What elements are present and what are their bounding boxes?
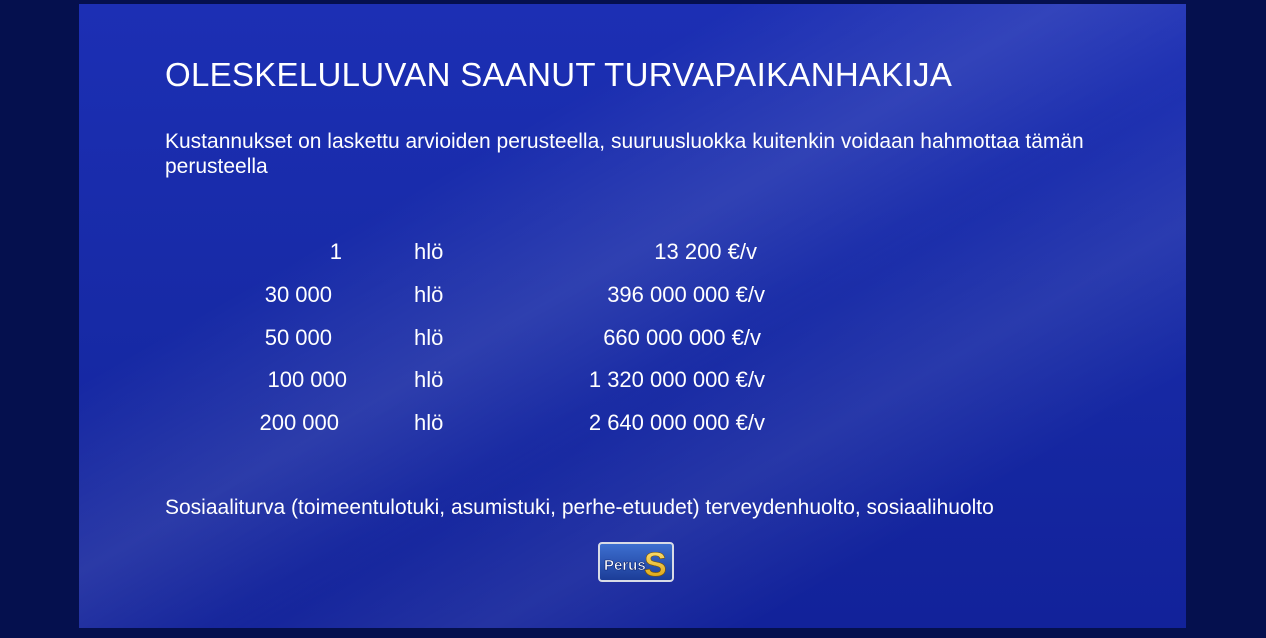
svg-text:Perus: Perus xyxy=(604,557,646,574)
cost-row xyxy=(79,282,879,312)
person-unit: hlö xyxy=(414,410,444,435)
person-count: 50 000 xyxy=(264,325,332,350)
cost-row xyxy=(79,239,879,269)
person-unit: hlö xyxy=(414,282,444,307)
slide-subtitle: Kustannukset on laskettu arvioiden perusteella, suuruusluokka kuitenkin voidaan hahmottaa tämän perusteella xyxy=(165,130,1084,178)
annual-cost: 2 640 000 000 €/v xyxy=(588,410,765,435)
person-unit: hlö xyxy=(414,367,444,392)
perus-logo xyxy=(598,542,674,582)
person-count: 1 xyxy=(329,239,342,264)
person-count: 100 000 xyxy=(267,367,347,392)
cost-row xyxy=(79,367,879,397)
cost-row xyxy=(79,410,879,440)
person-count: 200 000 xyxy=(259,410,339,435)
slide-footer: Sosiaaliturva (toimeentulotuki, asumistuki, perhe-etuudet) terveydenhuolto, sosiaalihuolto xyxy=(165,496,994,519)
person-unit: hlö xyxy=(414,325,444,350)
slide xyxy=(79,4,1186,628)
annual-cost: 396 000 000 €/v xyxy=(607,282,765,307)
annual-cost: 1 320 000 000 €/v xyxy=(588,367,765,392)
annual-cost: 13 200 €/v xyxy=(654,239,757,264)
person-count: 30 000 xyxy=(264,282,332,307)
person-unit: hlö xyxy=(414,239,444,264)
cost-row xyxy=(79,325,879,355)
annual-cost: 660 000 000 €/v xyxy=(603,325,761,350)
slide-title: OLESKELULUVAN SAANUT TURVAPAIKANHAKIJA xyxy=(165,56,953,93)
svg-text:S: S xyxy=(644,546,667,580)
